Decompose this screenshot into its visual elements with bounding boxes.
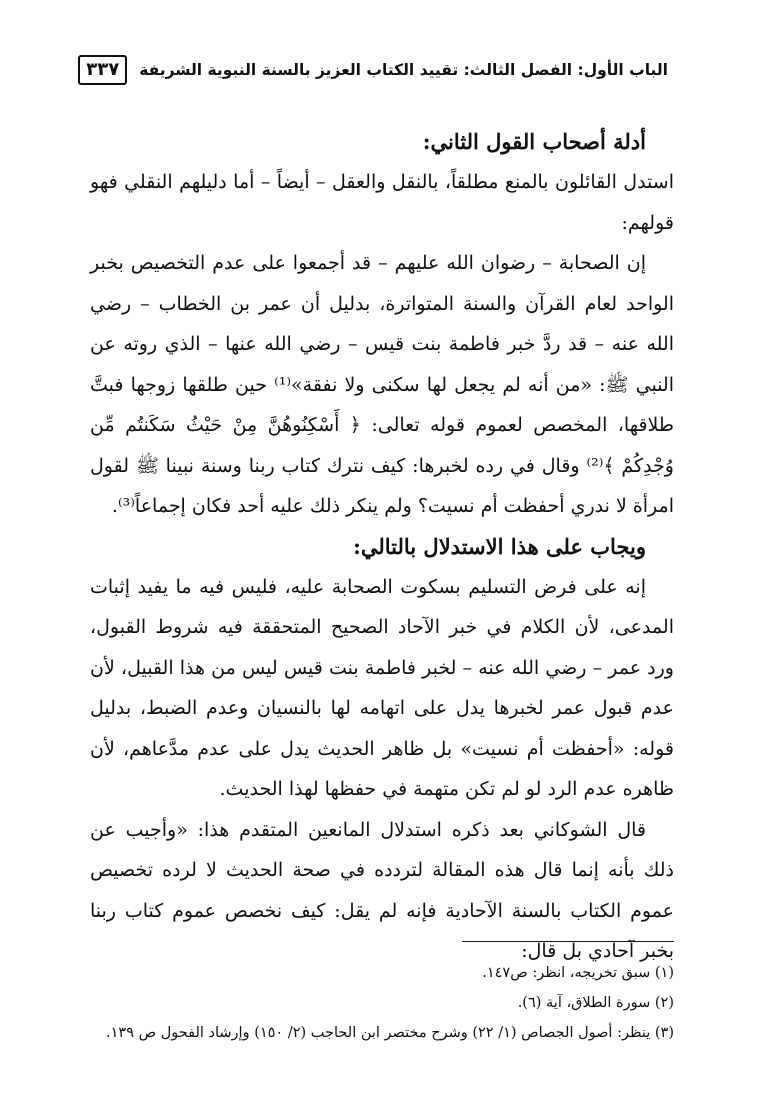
running-header-title: الباب الأول: الفصل الثالث: تقييد الكتاب العزيز بالسنة النبوية الشريفة: [139, 61, 668, 79]
section-heading: أدلة أصحاب القول الثاني:: [422, 129, 646, 154]
page-number: ٣٣٧: [78, 55, 127, 85]
paragraph: قال الشوكاني بعد ذكره استدلال المانعين المتقدم هذا: «وأجيب عن ذلك بأنه إنما قال هذه المقالة لتردده في صحة الحديث لا لرده تخصيص عموم الكتاب بالسنة الآحادية فإنه لم يقل: كيف نخصص عموم كتاب ربنا بخبر آحادي بل قال:: [90, 818, 674, 962]
footnote-separator: [462, 941, 674, 942]
section-heading: ويجاب على هذا الاستدلال بالتالي:: [353, 533, 646, 559]
running-header: [86, 52, 668, 88]
footnotes: [90, 958, 674, 1048]
footnote: (٣) ينظر: أصول الجصاص (١/ ٢٢) وشرح مختصر ابن الحاجب (٢/ ١٥٠) وإرشاد الفحول ص ١٣٩.: [106, 1025, 674, 1041]
footnote: (٢) سورة الطلاق، آية (٦).: [517, 995, 674, 1011]
paragraph: استدل القائلون بالمنع مطلقاً، بالنقل والعقل – أيضاً – أما دليلهم النقلي فهو قولهم:: [90, 171, 674, 234]
footnote: (١) سبق تخريجه، انظر: ص١٤٧.: [482, 965, 674, 981]
page-body: [90, 122, 674, 972]
paragraph: إن الصحابة – رضوان الله عليهم – قد أجمعوا على عدم التخصيص بخبر الواحد لعام القرآن والسنة المتواترة، بدليل أن عمر بن الخطاب – رضي الله عنه – قد ردَّ خبر فاطمة بنت قيس – رضي الله عنها – الذي روته عن النبي ﷺ: «من أنه لم يجعل لها سكنى ولا نفقة»⁽¹⁾ حين طلقها زوجها فبتَّ طلاقها، المخصص لعموم قوله تعالى: ﴿ أَسْكِنُوهُنَّ مِنْ حَيْثُ سَكَنتُم مِّن وُجْدِكُمْ ﴾⁽²⁾ وقال في رده لخبرها: كيف نترك كتاب ربنا وسنة نبينا ﷺ لقول امرأة لا ندري أحفظت أم نسيت؟ ولم ينكر ذلك عليه أحد فكان إجماعاً⁽³⁾.: [90, 252, 674, 517]
paragraph: إنه على فرض التسليم بسكوت الصحابة عليه، فليس فيه ما يفيد إثبات المدعى، لأن الكلام في خبر الآحاد الصحيح المتحققة فيه شروط القبول، ورد عمر – رضي الله عنه – لخبر فاطمة بنت قيس ليس من هذا القبيل، لأن عدم قبول عمر لخبرها يدل على اتهامه لها بالنسيان وعدم الضبط، بدليل قوله: «أحفظت أم نسيت» بل ظاهر الحديث يدل على عدم مدَّعاهم، لأن ظاهره عدم الرد لو لم تكن متهمة في حفظها لهذا الحديث.: [90, 575, 674, 800]
